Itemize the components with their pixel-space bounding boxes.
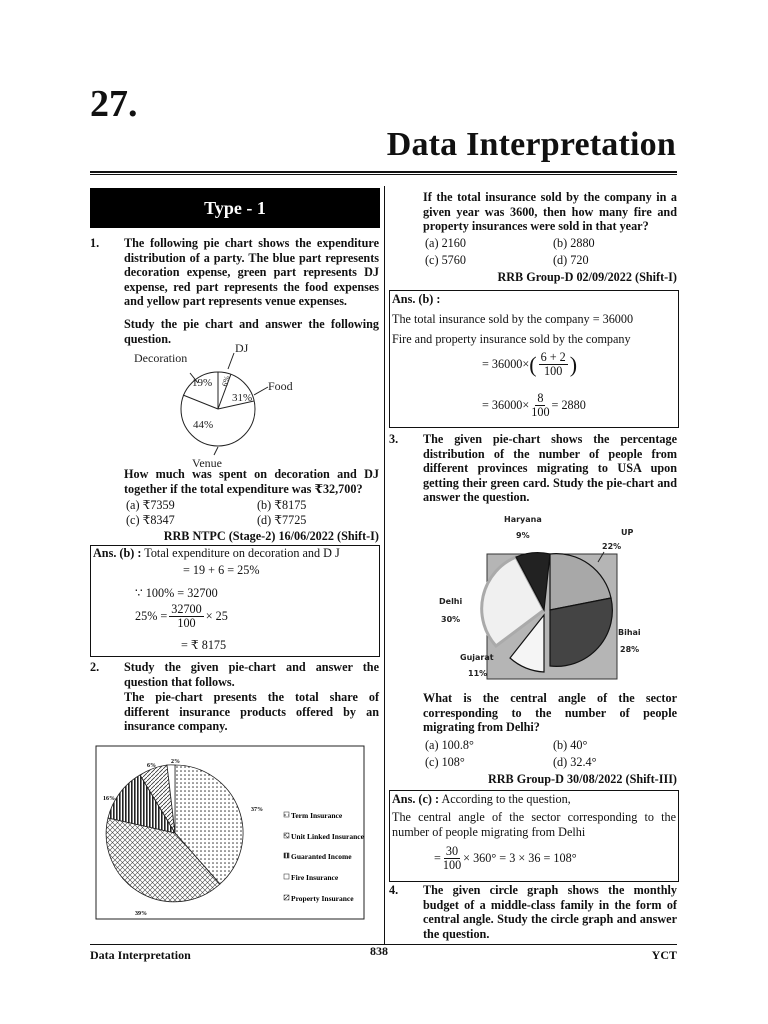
- q2-option-c: (c) 5760: [425, 253, 466, 267]
- q3-label-up: UP: [621, 528, 634, 537]
- q3-label-bihar: Bihai: [618, 628, 641, 637]
- q2-answer-line3: = 36000× ( $\frac{6 + 2}{100}$ ): [482, 350, 578, 378]
- q2-legend-fire: Fire Insurance: [291, 873, 339, 882]
- q1-label-dj: DJ: [235, 343, 249, 355]
- page-number: 838: [370, 944, 388, 958]
- header-rule: [90, 171, 677, 173]
- q2-legend-unit-linked: Unit Linked Insurance: [291, 832, 364, 841]
- q1-label-venue: Venue: [192, 456, 222, 469]
- q2-pct-2: 2%: [171, 759, 180, 765]
- q3-pie-chart: [432, 512, 652, 684]
- q1-pct-31: 31%: [232, 392, 253, 404]
- q3-answer-line3: = $\frac{30}{100}$ × 360° = 3 × 36 = 108°: [434, 844, 577, 872]
- q1-source: RRB NTPC (Stage-2) 16/06/2022 (Shift-I): [163, 529, 379, 543]
- q2-question: If the total insurance sold by the company in a given year was 3600, then how many fire and property insurances were sold in that year?: [423, 190, 677, 234]
- q3-answer-line1: According to the question,: [441, 792, 571, 806]
- q3-answer-line2: The central angle of the sector corresponding to the number of people migrating from Delhi: [392, 810, 676, 839]
- q3-number: 3.: [389, 432, 399, 446]
- q2-legend-guaranteed: Guaranted Income: [291, 852, 352, 861]
- q1-instruction: Study the pie chart and answer the following question.: [124, 317, 379, 346]
- column-divider: [384, 186, 385, 944]
- q3-pct-28: 28%: [620, 645, 640, 654]
- q2-legend-property: Property Insurance: [291, 894, 354, 903]
- q2-pie-chart: [95, 745, 365, 920]
- q2-text: Study the given pie-chart and answer the question that follows.: [124, 660, 379, 689]
- q1-answer-line1: Total expenditure on decoration and D J: [144, 546, 340, 560]
- q1-answer-line2: = 19 + 6 = 25%: [183, 563, 260, 577]
- q2-pct-6: 6%: [147, 763, 156, 769]
- footer-title: Data Interpretation: [90, 948, 191, 962]
- chapter-title: Data Interpretation: [386, 126, 676, 163]
- q3-answer-box: [389, 790, 679, 882]
- q1-answer-line4: 25% = $\frac{32700}{100}$ × 25: [135, 602, 228, 630]
- q2-option-d: (d) 720: [553, 253, 589, 267]
- q2-pct-37: 37%: [251, 807, 263, 813]
- q3-pct-22: 22%: [602, 542, 622, 551]
- q1-answer-line3: ∵ 100% = 32700: [135, 586, 218, 600]
- q2-answer-line4: = 36000× $\frac{8}{100}$ = 2880: [482, 391, 586, 419]
- q2-legend-term: Term Insurance: [291, 811, 343, 820]
- q3-question: What is the central angle of the sector corresponding to the number of people migrating from Delhi?: [423, 691, 677, 735]
- q1-pct-44: 44%: [193, 419, 214, 431]
- q3-source: RRB Group-D 30/08/2022 (Shift-III): [487, 772, 677, 786]
- q2-number: 2.: [90, 660, 100, 674]
- q2-pct-16: 16%: [103, 796, 115, 802]
- q1-option-c: (c) ₹8347: [126, 513, 175, 527]
- q1-option-b: (b) ₹8175: [257, 498, 307, 512]
- q2-answer-line1: The total insurance sold by the company = 36000: [392, 312, 634, 326]
- q3-answer-label: Ans. (c) :: [392, 792, 440, 806]
- q4-text: The given circle graph shows the monthly budget of a middle-class family in the form of central angle. Study the circle graph and answer the question.: [423, 883, 677, 941]
- q2-pie: [106, 765, 243, 902]
- q2-answer-line2: Fire and property insurance sold by the company: [392, 332, 631, 346]
- q2-answer-label: Ans. (b) :: [392, 292, 441, 306]
- q1-pct-6: 6%: [220, 374, 232, 388]
- q1-answer-label: Ans. (b) :: [93, 546, 142, 560]
- q3-pct-9: 9%: [516, 531, 530, 540]
- q3-pct-30: 30%: [441, 615, 461, 624]
- q3-option-a: (a) 100.8°: [425, 738, 474, 752]
- q3-label-haryana: Haryana: [504, 515, 542, 524]
- q3-text: The given pie-chart shows the percentage distribution of the number of people from different provinces migrating to USA upon getting their green card. Study the pie-chart and answer the question.: [423, 432, 677, 505]
- chapter-number: 27.: [90, 83, 138, 125]
- q3-option-d: (d) 32.4°: [553, 755, 597, 769]
- q2-option-a: (a) 2160: [425, 236, 466, 250]
- q2-option-b: (b) 2880: [553, 236, 595, 250]
- q2-source: RRB Group-D 02/09/2022 (Shift-I): [497, 270, 677, 284]
- q2-answer-box: [389, 290, 679, 428]
- q3-label-delhi: Delhi: [439, 597, 463, 606]
- q1-answer-box: [90, 545, 380, 657]
- q1-option-a: (a) ₹7359: [126, 498, 175, 512]
- footer-publisher: YCT: [651, 948, 677, 962]
- q1-option-d: (d) ₹7725: [257, 513, 307, 527]
- q1-label-decoration: Decoration: [134, 351, 188, 365]
- q1-label-food: Food: [268, 379, 293, 393]
- q1-question: How much was spent on decoration and DJ together if the total expenditure was ₹32,700?: [124, 467, 379, 496]
- q1-pie-chart: [130, 343, 310, 469]
- q1-text: The following pie chart shows the expenditure distribution of a party. The blue part represents decoration expense, green part represents DJ expense, red part represents the food expenses and yellow part represents venue expenses.: [124, 236, 379, 309]
- q2-description: The pie-chart presents the total share of different insurance products offered by an insurance company.: [124, 690, 379, 734]
- q3-label-gujarat: Gujarat: [460, 653, 494, 662]
- type-heading: Type - 1: [90, 188, 380, 228]
- q4-number: 4.: [389, 883, 399, 897]
- q1-pct-19: 19%: [192, 377, 213, 389]
- q3-pct-11: 11%: [468, 669, 488, 678]
- q3-option-b: (b) 40°: [553, 738, 588, 752]
- q3-option-c: (c) 108°: [425, 755, 465, 769]
- q2-pct-39: 39%: [135, 911, 147, 917]
- header-rule-thin: [90, 174, 677, 175]
- q1-number: 1.: [90, 236, 100, 250]
- q1-answer-line5: = ₹ 8175: [181, 638, 227, 652]
